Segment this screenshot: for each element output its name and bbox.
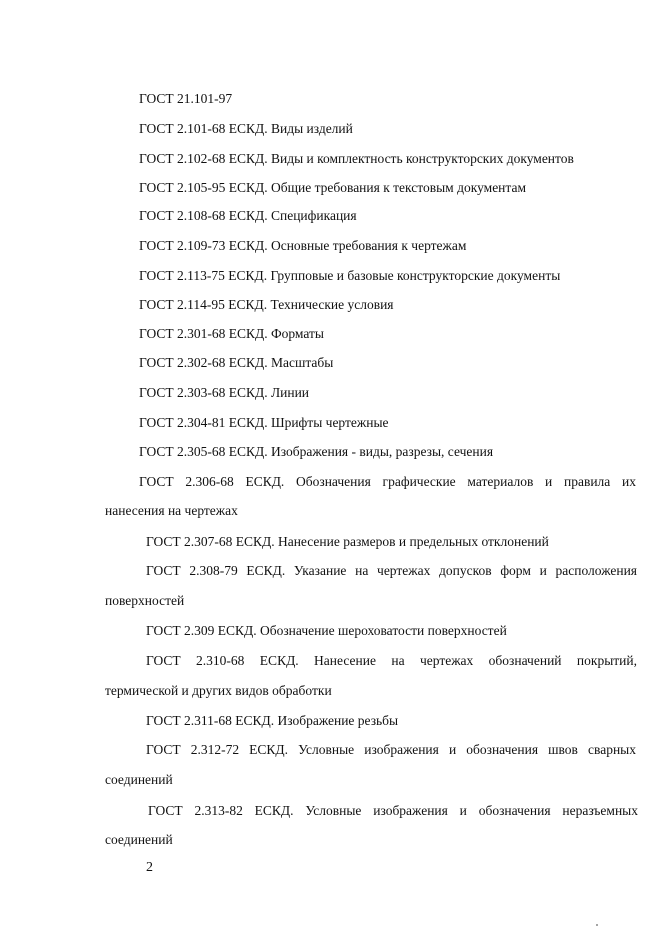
text-line: ГОСТ 2.313-82 ЕСКД. Условные изображения и обозначения неразъемных — [148, 803, 638, 818]
text-line: ГОСТ 2.102-68 ЕСКД. Виды и комплектность конструкторских документов — [139, 151, 574, 166]
text-line: ГОСТ 2.301-68 ЕСКД. Форматы — [139, 326, 324, 341]
text-line: ГОСТ 2.303-68 ЕСКД. Линии — [139, 385, 310, 400]
text-line: соединений — [105, 832, 173, 847]
text-line: поверхностей — [105, 593, 185, 608]
text-line: ГОСТ 2.109-73 ЕСКД. Основные требования к чертежам — [139, 238, 467, 253]
text-line: ГОСТ 2.311-68 ЕСКД. Изображение резьбы — [146, 713, 399, 728]
text-line: ГОСТ 2.304-81 ЕСКД. Шрифты чертежные — [139, 415, 389, 430]
text-line: термической и других видов обработки — [105, 683, 332, 698]
text-line: ГОСТ 2.310-68 ЕСКД. Нанесение на чертежах обозначений покрытий, — [146, 653, 637, 668]
text-line: ГОСТ 21.101-97 — [139, 91, 233, 106]
page-number: 2 — [146, 860, 153, 875]
text-line: ГОСТ 2.306-68 ЕСКД. Обозначения графические материалов и правила их — [139, 474, 636, 489]
text-line: ГОСТ 2.101-68 ЕСКД. Виды изделий — [139, 121, 353, 136]
text-line: ГОСТ 2.302-68 ЕСКД. Масштабы — [139, 355, 334, 370]
text-line: ГОСТ 2.305-68 ЕСКД. Изображения - виды, разрезы, сечения — [139, 444, 494, 459]
text-line: ГОСТ 2.312-72 ЕСКД. Условные изображения и обозначения швов сварных — [146, 742, 636, 757]
text-line: ГОСТ 2.113-75 ЕСКД. Групповые и базовые конструкторские документы — [139, 268, 561, 283]
text-line: ГОСТ 2.114-95 ЕСКД. Технические условия — [139, 297, 394, 312]
text-line: соединений — [105, 772, 173, 787]
text-line: ГОСТ 2.105-95 ЕСКД. Общие требования к текстовым документам — [139, 180, 527, 195]
text-line: ГОСТ 2.108-68 ЕСКД. Спецификация — [139, 208, 357, 223]
text-line: ГОСТ 2.307-68 ЕСКД. Нанесение размеров и предельных отклонений — [146, 534, 549, 549]
text-line: нанесения на чертежах — [105, 503, 238, 518]
scan-speck — [596, 924, 598, 926]
text-line: ГОСТ 2.308-79 ЕСКД. Указание на чертежах допусков форм и расположения — [146, 563, 637, 578]
text-line: ГОСТ 2.309 ЕСКД. Обозначение шероховатости поверхностей — [146, 623, 507, 638]
